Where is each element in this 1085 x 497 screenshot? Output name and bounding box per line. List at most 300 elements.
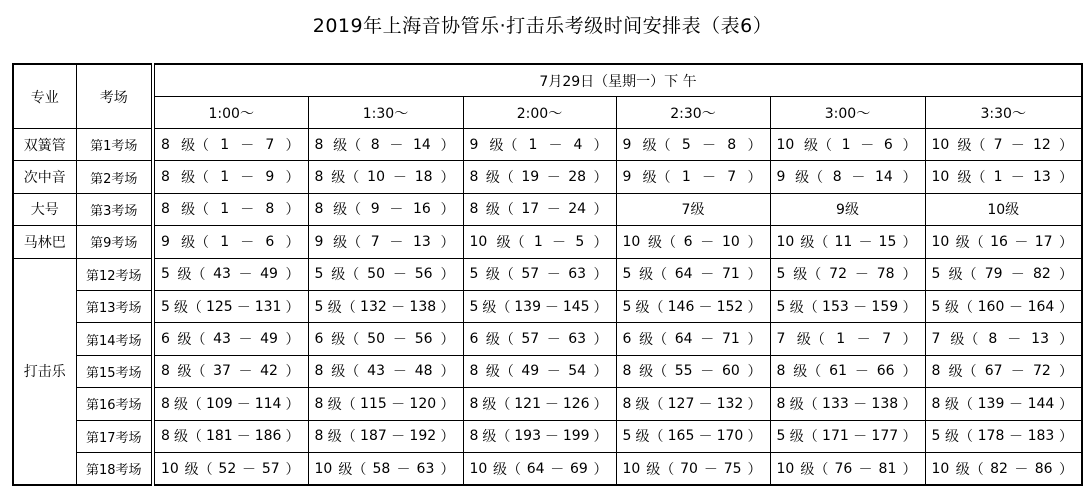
cell-part: － xyxy=(552,234,567,251)
cell-part: 165 xyxy=(667,428,695,445)
cell-part: ） xyxy=(1058,299,1073,316)
cell-part: － xyxy=(702,137,717,154)
cell-part: ） xyxy=(902,429,917,446)
cell-part: 级（ xyxy=(789,396,818,413)
cell-part: ） xyxy=(1058,137,1073,154)
cell-part: 7 xyxy=(370,233,380,250)
cell-part: 56 xyxy=(414,331,433,348)
cell-part: 9 xyxy=(776,169,786,186)
schedule-cell xyxy=(463,161,616,193)
schedule-cell xyxy=(616,290,770,322)
cell-part: 171 xyxy=(822,428,849,445)
cell-part: 级（ xyxy=(496,234,525,251)
cell-part: 10 xyxy=(931,233,950,250)
cell-part: ） xyxy=(440,234,455,251)
cell-part: － xyxy=(546,202,561,219)
cell-part: 9 xyxy=(469,136,479,153)
cell-part: － xyxy=(853,396,868,413)
cell-part: － xyxy=(854,267,869,284)
cell-part: 79 xyxy=(984,266,1003,283)
cell-text xyxy=(309,426,463,446)
schedule-cell xyxy=(925,420,1082,452)
cell-part: ） xyxy=(440,364,455,381)
schedule-cell xyxy=(153,420,308,452)
schedule-cell: 7级 xyxy=(616,193,770,225)
schedule-cell xyxy=(770,420,925,452)
cell-part: ） xyxy=(285,461,300,478)
cell-part: 10 xyxy=(721,233,740,250)
schedule-cell xyxy=(770,355,925,387)
schedule-cell xyxy=(308,226,463,258)
table-row xyxy=(13,388,1082,420)
cell-part: 14 xyxy=(874,169,893,186)
cell-part: 级（ xyxy=(485,267,514,284)
cell-text xyxy=(309,232,463,252)
cell-part: － xyxy=(1010,364,1025,381)
cell-part: 7 xyxy=(882,331,892,348)
cell-part: ） xyxy=(902,267,917,284)
cell-part: 126 xyxy=(562,395,590,412)
cell-part: 127 xyxy=(667,395,695,412)
cell-text xyxy=(926,394,1082,414)
cell-part: 5 xyxy=(575,233,585,250)
cell-part: 1 xyxy=(220,169,230,186)
cell-part: 8 xyxy=(370,136,380,153)
cell-text xyxy=(155,329,308,349)
cell-part: － xyxy=(392,332,407,349)
cell-part: － xyxy=(698,396,713,413)
cell-text xyxy=(464,167,616,187)
cell-text xyxy=(926,361,1082,381)
cell-part: ） xyxy=(593,429,608,446)
cell-part: 81 xyxy=(878,460,897,477)
cell-part: 8 xyxy=(469,363,479,380)
cell-part: 级（ xyxy=(327,429,356,446)
cell-part: 75 xyxy=(723,460,742,477)
schedule-body xyxy=(13,64,1082,485)
major-cell: 打击乐 xyxy=(13,258,76,485)
cell-part: 72 xyxy=(1032,363,1051,380)
cell-part: 82 xyxy=(1032,266,1051,283)
cell-part: ） xyxy=(1058,429,1073,446)
cell-part: 8 xyxy=(265,201,275,218)
cell-part: 级（ xyxy=(333,202,362,219)
cell-text xyxy=(926,264,1082,284)
header-row-times xyxy=(13,97,1082,129)
cell-part: ） xyxy=(1058,332,1073,349)
cell-part: － xyxy=(698,429,713,446)
cell-part: 级（ xyxy=(482,429,511,446)
cell-part: 级（ xyxy=(173,299,202,316)
cell-part: 56 xyxy=(414,266,433,283)
cell-part: 57 xyxy=(521,266,540,283)
header-time: 3:00～ xyxy=(770,97,925,129)
cell-text xyxy=(155,232,308,252)
cell-part: 10 xyxy=(776,460,795,477)
schedule-cell xyxy=(308,355,463,387)
header-time: 2:00～ xyxy=(463,97,616,129)
cell-part: 级（ xyxy=(177,267,206,284)
schedule-cell xyxy=(153,258,308,290)
cell-part: ） xyxy=(593,461,608,478)
cell-part: ） xyxy=(440,267,455,284)
cell-part: － xyxy=(1014,234,1029,251)
cell-part: ） xyxy=(285,202,300,219)
cell-part: 159 xyxy=(871,298,899,315)
cell-part: 级（ xyxy=(646,461,675,478)
table-row xyxy=(13,193,1082,225)
cell-part: 177 xyxy=(871,428,899,445)
cell-part: 133 xyxy=(822,395,849,412)
cell-part: 5 xyxy=(469,298,479,315)
cell-part: － xyxy=(396,461,411,478)
cell-part: 级（ xyxy=(800,461,829,478)
cell-part: － xyxy=(392,364,407,381)
cell-part: 132 xyxy=(360,298,387,315)
cell-part: 9 xyxy=(161,233,170,250)
cell-part: 级（ xyxy=(482,396,511,413)
cell-part: 8 xyxy=(161,395,170,412)
cell-text xyxy=(926,135,1082,155)
cell-part: 37 xyxy=(213,363,231,380)
schedule-cell xyxy=(925,388,1082,420)
cell-text xyxy=(464,199,616,219)
cell-part: 级（ xyxy=(945,429,974,446)
cell-part: 15 xyxy=(878,233,897,250)
cell-part: ） xyxy=(1058,170,1073,187)
cell-part: － xyxy=(1010,137,1025,154)
cell-part: ） xyxy=(1058,267,1073,284)
cell-part: 8 xyxy=(832,169,842,186)
cell-part: ） xyxy=(440,332,455,349)
table-row xyxy=(13,452,1082,485)
schedule-cell xyxy=(770,388,925,420)
schedule-cell xyxy=(308,129,463,161)
cell-part: 60 xyxy=(721,363,740,380)
cell-part: 145 xyxy=(562,298,590,315)
schedule-cell xyxy=(616,355,770,387)
cell-part: 139 xyxy=(977,395,1005,412)
table-row xyxy=(13,226,1082,258)
cell-part: 6 xyxy=(161,331,170,348)
cell-part: 13 xyxy=(412,233,431,250)
cell-part: 1 xyxy=(993,169,1003,186)
cell-part: 级（ xyxy=(948,267,977,284)
room-cell: 第17考场 xyxy=(76,420,153,452)
cell-text xyxy=(464,297,616,317)
cell-part: － xyxy=(698,299,713,316)
page-title: 2019年上海音协管乐·打击乐考级时间安排表（表6） xyxy=(312,15,773,37)
cell-part: ） xyxy=(593,234,608,251)
cell-part: 级（ xyxy=(338,461,367,478)
cell-text xyxy=(926,329,1082,349)
schedule-cell xyxy=(308,452,463,485)
cell-part: 115 xyxy=(360,395,387,412)
cell-part: 66 xyxy=(876,363,895,380)
cell-part: 187 xyxy=(360,428,387,445)
schedule-cell xyxy=(153,355,308,387)
cell-part: － xyxy=(238,332,253,349)
cell-part: 10 xyxy=(931,169,950,186)
cell-part: 级（ xyxy=(635,396,664,413)
cell-part: 63 xyxy=(416,460,435,477)
cell-part: － xyxy=(240,137,255,154)
cell-part: 级（ xyxy=(789,429,818,446)
cell-part: ） xyxy=(747,170,762,187)
cell-part: － xyxy=(1007,332,1022,349)
cell-part: 186 xyxy=(254,428,282,445)
room-cell: 第15考场 xyxy=(76,355,153,387)
cell-text xyxy=(617,394,770,414)
cell-part: 级（ xyxy=(485,170,514,187)
schedule-cell xyxy=(616,323,770,355)
cell-part: 9 xyxy=(265,169,275,186)
cell-text xyxy=(464,264,616,284)
cell-part: ） xyxy=(440,396,455,413)
cell-part: 级（ xyxy=(648,234,676,251)
schedule-cell xyxy=(463,129,616,161)
schedule-cell xyxy=(925,323,1082,355)
cell-part: － xyxy=(851,170,866,187)
schedule-cell xyxy=(770,129,925,161)
cell-text xyxy=(464,329,616,349)
schedule-cell xyxy=(308,258,463,290)
cell-part: － xyxy=(544,396,559,413)
schedule-cell xyxy=(770,226,925,258)
cell-part: ） xyxy=(902,364,917,381)
schedule-cell xyxy=(463,420,616,452)
cell-part: 50 xyxy=(367,331,385,348)
cell-part: ） xyxy=(747,396,762,413)
cell-part: 6 xyxy=(883,136,893,153)
cell-part: 70 xyxy=(680,460,698,477)
major-cell: 次中音 xyxy=(13,161,76,193)
cell-part: ） xyxy=(902,299,917,316)
cell-part: 5 xyxy=(931,428,941,445)
header-date: 7月29日（星期一）下 午 xyxy=(153,64,1082,97)
cell-part: 10 xyxy=(367,169,385,186)
room-cell: 第2考场 xyxy=(76,161,153,193)
cell-part: ） xyxy=(747,364,762,381)
cell-part: 级（ xyxy=(800,234,829,251)
schedule-cell xyxy=(308,323,463,355)
cell-part: 8 xyxy=(161,363,170,380)
cell-text xyxy=(617,232,770,252)
cell-part: － xyxy=(242,461,257,478)
cell-part: 43 xyxy=(213,331,231,348)
schedule-cell xyxy=(925,226,1082,258)
cell-part: － xyxy=(1010,170,1025,187)
cell-part: ） xyxy=(747,137,762,154)
header-row-date xyxy=(13,64,1082,97)
cell-text xyxy=(464,394,616,414)
cell-part: － xyxy=(1010,267,1025,284)
cell-part: ） xyxy=(1058,461,1073,478)
cell-part: 级（ xyxy=(184,461,213,478)
cell-part: 16 xyxy=(990,233,1008,250)
cell-part: ） xyxy=(902,396,917,413)
cell-text xyxy=(155,361,308,381)
cell-text xyxy=(771,361,925,381)
cell-part: － xyxy=(853,429,868,446)
cell-text xyxy=(155,459,308,479)
cell-part: 64 xyxy=(674,266,693,283)
cell-part: 76 xyxy=(834,460,853,477)
cell-part: 级（ xyxy=(948,364,977,381)
cell-part: ） xyxy=(902,332,917,349)
cell-part: 7 xyxy=(931,331,941,348)
schedule-cell xyxy=(153,452,308,485)
cell-part: 1 xyxy=(528,136,538,153)
schedule-cell xyxy=(153,388,308,420)
schedule-cell xyxy=(925,355,1082,387)
cell-part: 级（ xyxy=(639,364,668,381)
schedule-cell xyxy=(153,290,308,322)
cell-part: 193 xyxy=(514,428,541,445)
cell-part: 10 xyxy=(931,136,950,153)
cell-part: 57 xyxy=(521,331,540,348)
cell-part: 86 xyxy=(1034,460,1053,477)
cell-part: 级（ xyxy=(173,396,202,413)
cell-part: 63 xyxy=(568,266,587,283)
schedule-cell: 9级 xyxy=(770,193,925,225)
cell-part: 8 xyxy=(161,136,170,153)
cell-part: 18 xyxy=(414,169,433,186)
cell-part: － xyxy=(700,234,715,251)
cell-part: － xyxy=(236,396,251,413)
cell-part: 级（ xyxy=(945,396,974,413)
cell-part: － xyxy=(548,137,563,154)
header-time: 1:00～ xyxy=(153,97,308,129)
cell-part: 级（ xyxy=(331,332,360,349)
cell-text xyxy=(771,264,925,284)
schedule-cell xyxy=(463,452,616,485)
schedule-cell xyxy=(153,193,308,225)
cell-part: － xyxy=(389,137,404,154)
cell-part: 152 xyxy=(716,298,744,315)
cell-part: 8 xyxy=(161,169,170,186)
cell-part: 132 xyxy=(716,395,744,412)
cell-part: － xyxy=(546,267,561,284)
cell-part: 10 xyxy=(622,233,641,250)
cell-text xyxy=(926,232,1082,252)
cell-text xyxy=(309,135,463,155)
cell-part: ） xyxy=(1058,396,1073,413)
cell-part: ） xyxy=(902,170,917,187)
schedule-cell xyxy=(616,226,770,258)
cell-text xyxy=(155,426,308,446)
cell-part: 192 xyxy=(409,428,437,445)
cell-part: 级（ xyxy=(177,364,206,381)
cell-text xyxy=(309,264,463,284)
cell-part: 级（ xyxy=(181,202,210,219)
cell-part: 71 xyxy=(721,331,740,348)
cell-part: 1 xyxy=(533,233,543,250)
cell-part: ） xyxy=(902,137,917,154)
cell-part: 16 xyxy=(412,201,431,218)
cell-part: ） xyxy=(593,137,608,154)
cell-part: 13 xyxy=(1031,331,1049,348)
schedule-table xyxy=(12,63,1083,486)
cell-text xyxy=(771,167,925,187)
schedule-cell xyxy=(153,129,308,161)
cell-part: 183 xyxy=(1027,428,1055,445)
cell-part: 8 xyxy=(314,428,324,445)
cell-part: 17 xyxy=(521,201,540,218)
cell-part: 12 xyxy=(1032,136,1051,153)
cell-text xyxy=(155,167,308,187)
cell-part: 5 xyxy=(469,266,479,283)
cell-part: 级（ xyxy=(485,364,514,381)
cell-part: ） xyxy=(1058,234,1073,251)
schedule-cell xyxy=(616,161,770,193)
cell-part: 5 xyxy=(776,428,786,445)
cell-part: ） xyxy=(440,429,455,446)
cell-part: － xyxy=(703,461,718,478)
cell-part: 7 xyxy=(776,331,786,348)
cell-part: 10 xyxy=(469,233,488,250)
cell-part: ） xyxy=(593,299,608,316)
cell-part: 5 xyxy=(622,298,632,315)
cell-part: 5 xyxy=(931,266,941,283)
cell-part: 55 xyxy=(674,363,693,380)
cell-text xyxy=(155,394,308,414)
schedule-cell xyxy=(308,290,463,322)
cell-part: 8 xyxy=(314,169,324,186)
cell-part: 级（ xyxy=(331,364,360,381)
cell-text xyxy=(771,394,925,414)
cell-part: 181 xyxy=(205,428,233,445)
cell-part: 13 xyxy=(1032,169,1051,186)
cell-part: 71 xyxy=(721,266,740,283)
cell-part: 8 xyxy=(622,395,632,412)
room-cell: 第13考场 xyxy=(76,290,153,322)
cell-part: ） xyxy=(1058,364,1073,381)
cell-text xyxy=(309,167,463,187)
major-cell: 马林巴 xyxy=(13,226,76,258)
cell-part: 8 xyxy=(469,169,479,186)
cell-part: － xyxy=(1008,429,1023,446)
schedule-cell xyxy=(308,420,463,452)
cell-part: ） xyxy=(285,396,300,413)
cell-part: 级（ xyxy=(482,299,511,316)
cell-part: 1 xyxy=(836,331,846,348)
cell-part: 170 xyxy=(716,428,744,445)
cell-part: 1 xyxy=(220,201,230,218)
cell-part: 11 xyxy=(834,233,853,250)
cell-part: 8 xyxy=(931,363,941,380)
schedule-cell xyxy=(463,323,616,355)
cell-part: 级（ xyxy=(485,202,514,219)
cell-part: 8 xyxy=(776,395,786,412)
cell-part: － xyxy=(858,234,873,251)
cell-part: 级（ xyxy=(945,299,974,316)
schedule-cell xyxy=(308,161,463,193)
cell-part: － xyxy=(1008,299,1023,316)
cell-part: － xyxy=(389,202,404,219)
cell-part: 级（ xyxy=(957,170,986,187)
schedule-cell: 10级 xyxy=(925,193,1082,225)
table-row xyxy=(13,355,1082,387)
cell-part: － xyxy=(391,299,406,316)
cell-part: 121 xyxy=(514,395,541,412)
cell-part: － xyxy=(389,234,404,251)
cell-part: 8 xyxy=(931,395,941,412)
schedule-cell xyxy=(616,388,770,420)
cell-text xyxy=(464,232,616,252)
header-time: 1:30～ xyxy=(308,97,463,129)
cell-part: 6 xyxy=(622,331,632,348)
